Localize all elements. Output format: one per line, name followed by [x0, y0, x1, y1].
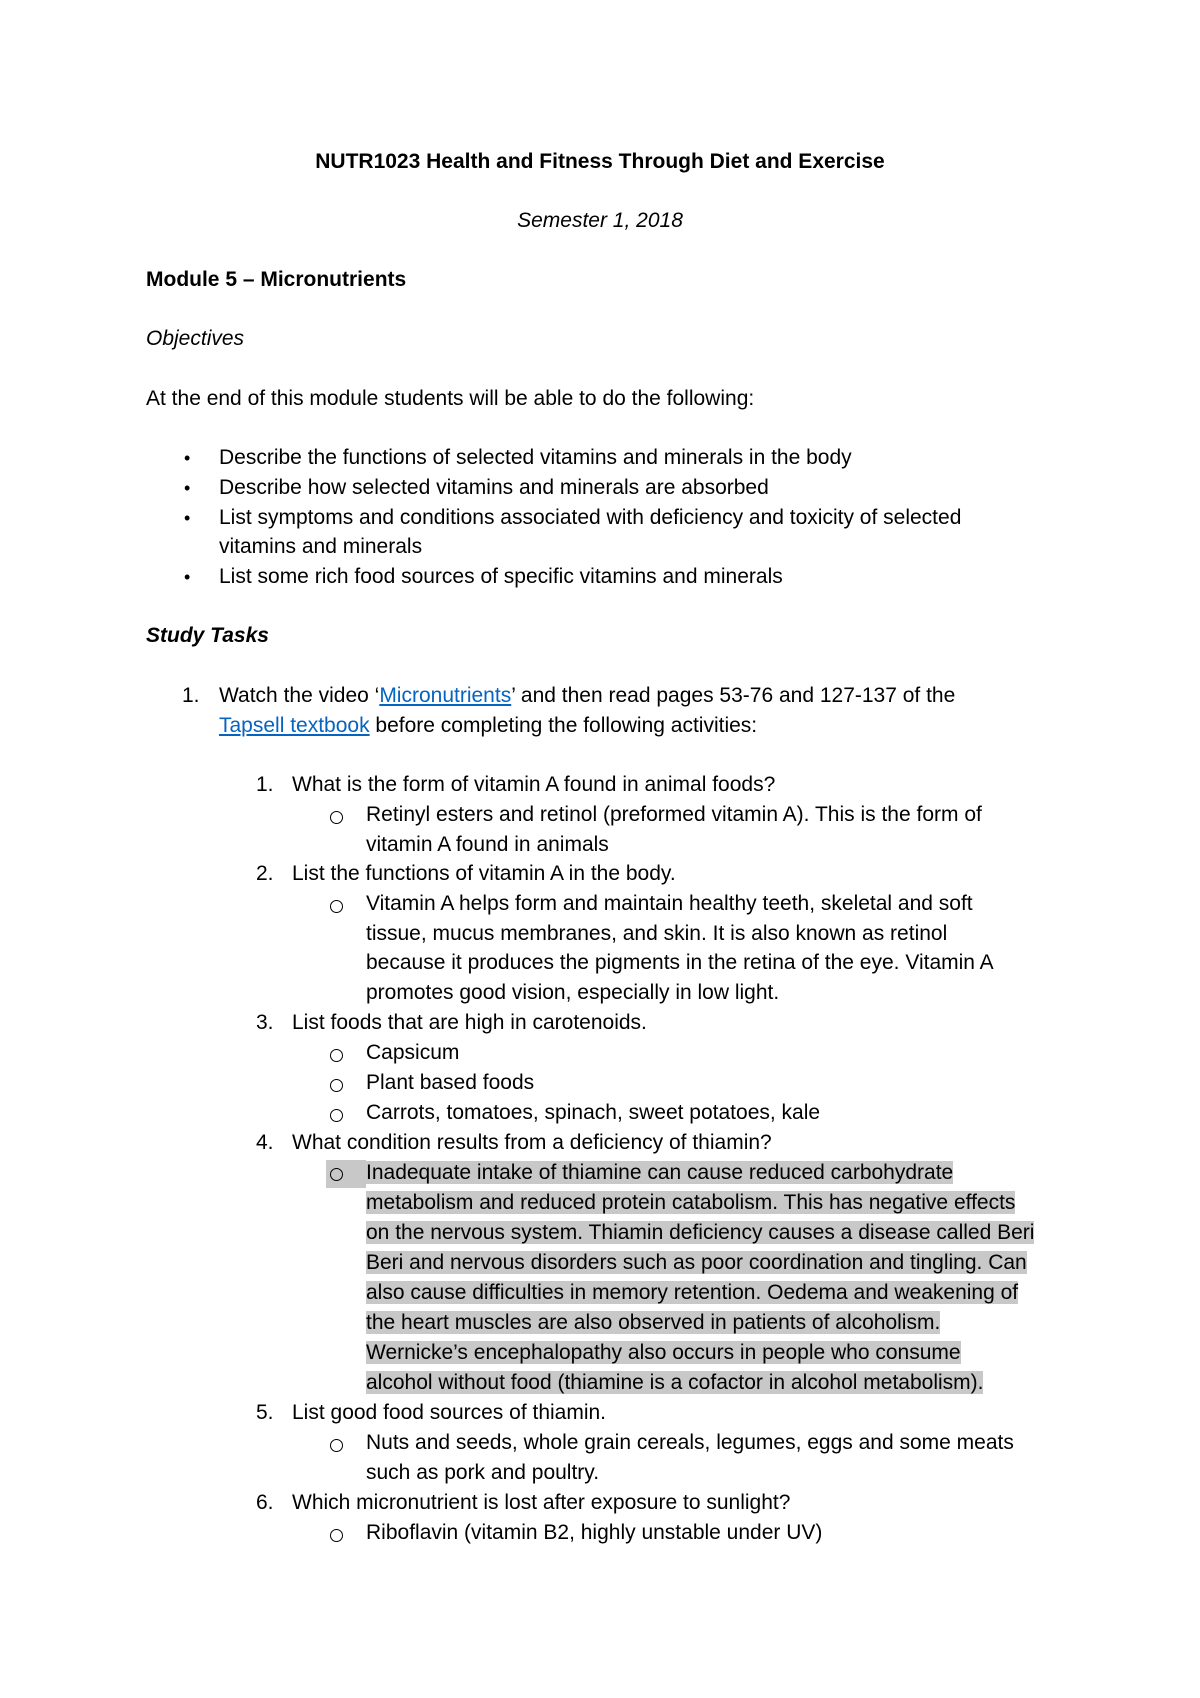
highlighted-text: alcohol without food (thiamine is a cofactor in alcohol metabolism). [366, 1371, 984, 1394]
highlighted-text: on the nervous system. Thiamin deficiency causes a disease called Beri [366, 1221, 1035, 1244]
objective-item-continued: vitamins and minerals [219, 535, 423, 558]
answer-text [366, 1188, 1015, 1218]
question-number: 4. [256, 1131, 274, 1154]
answer-text: Vitamin A helps form and maintain healthy teeth, skeletal and soft [366, 892, 973, 915]
semester-label: Semester 1, 2018 [517, 209, 683, 232]
task-number: 1. [182, 684, 200, 707]
question-text: List the functions of vitamin A in the body. [292, 862, 676, 885]
task-1-text [219, 681, 955, 711]
question-text: Which micronutrient is lost after exposure to sunlight? [292, 1491, 791, 1514]
answer-text [366, 1248, 1027, 1278]
bullet-icon: • [184, 448, 191, 468]
answer-text: Nuts and seeds, whole grain cereals, legumes, eggs and some meats [366, 1431, 1014, 1454]
answer-text: Riboflavin (vitamin B2, highly unstable under UV) [366, 1521, 823, 1544]
question-text: What is the form of vitamin A found in animal foods? [292, 773, 776, 796]
circle-bullet-icon [330, 1439, 343, 1452]
highlighted-text: Inadequate intake of thiamine can cause reduced carbohydrate [366, 1161, 954, 1184]
question-number: 6. [256, 1491, 274, 1514]
question-number: 2. [256, 862, 274, 885]
answer-text [366, 1218, 1034, 1248]
tapsell-textbook-link[interactable]: Tapsell textbook [219, 714, 370, 737]
objective-item: Describe the functions of selected vitamins and minerals in the body [219, 446, 852, 469]
answer-text: Retinyl esters and retinol (preformed vitamin A). This is the form of [366, 803, 982, 826]
circle-bullet-icon [330, 811, 343, 824]
circle-bullet-icon [330, 900, 343, 913]
answer-text: promotes good vision, especially in low light. [366, 981, 780, 1004]
question-text: List foods that are high in carotenoids. [292, 1011, 647, 1034]
circle-bullet-icon [330, 1529, 343, 1542]
task-1-text-start: Watch the video ‘ [219, 684, 380, 707]
highlighted-text: Wernicke’s encephalopathy also occurs in people who consume [366, 1341, 961, 1364]
module-heading: Module 5 – Micronutrients [146, 268, 407, 291]
highlighted-text: the heart muscles are also observed in patients of alcoholism. [366, 1311, 941, 1334]
answer-text: Plant based foods [366, 1071, 535, 1094]
highlighted-text: metabolism and reduced protein catabolism. This has negative effects [366, 1191, 1016, 1214]
task-1-text-middle: ’ and then read pages 53-76 and 127-137 of the [511, 684, 956, 707]
question-text: What condition results from a deficiency of thiamin? [292, 1131, 772, 1154]
bullet-icon: • [184, 567, 191, 587]
circle-bullet-icon [330, 1049, 343, 1062]
circle-bullet-icon [330, 1168, 343, 1181]
bullet-icon: • [184, 508, 191, 528]
task-1-text-line2 [219, 711, 757, 741]
study-tasks-label: Study Tasks [146, 624, 269, 647]
answer-text [366, 1338, 961, 1368]
objective-item: List some rich food sources of specific vitamins and minerals [219, 565, 783, 588]
answer-text [366, 1308, 940, 1338]
bullet-icon: • [184, 478, 191, 498]
answer-text [366, 1158, 953, 1188]
objectives-label: Objectives [146, 327, 245, 350]
answer-text: vitamin A found in animals [366, 833, 609, 856]
answer-text [366, 1368, 983, 1398]
question-number: 5. [256, 1401, 274, 1424]
answer-text: Capsicum [366, 1041, 460, 1064]
objective-item: List symptoms and conditions associated with deficiency and toxicity of selected [219, 506, 962, 529]
question-number: 3. [256, 1011, 274, 1034]
task-1-text-end: before completing the following activities: [369, 714, 758, 737]
document-title: NUTR1023 Health and Fitness Through Diet and Exercise [315, 150, 885, 173]
answer-text: because it produces the pigments in the retina of the eye. Vitamin A [366, 951, 994, 974]
circle-bullet-icon [330, 1079, 343, 1092]
answer-text: tissue, mucus membranes, and skin. It is also known as retinol [366, 922, 948, 945]
question-number: 1. [256, 773, 274, 796]
micronutrients-video-link[interactable]: Micronutrients [379, 684, 512, 707]
answer-text [366, 1278, 1018, 1308]
highlighted-text: also cause difficulties in memory retention. Oedema and weakening of [366, 1281, 1019, 1304]
highlighted-text: Beri and nervous disorders such as poor coordination and tingling. Can [366, 1251, 1027, 1274]
objective-item: Describe how selected vitamins and minerals are absorbed [219, 476, 769, 499]
objectives-intro: At the end of this module students will be able to do the following: [146, 387, 755, 410]
answer-text: Carrots, tomatoes, spinach, sweet potatoes, kale [366, 1101, 821, 1124]
question-text: List good food sources of thiamin. [292, 1401, 607, 1424]
circle-bullet-icon [330, 1109, 343, 1122]
answer-text: such as pork and poultry. [366, 1461, 600, 1484]
